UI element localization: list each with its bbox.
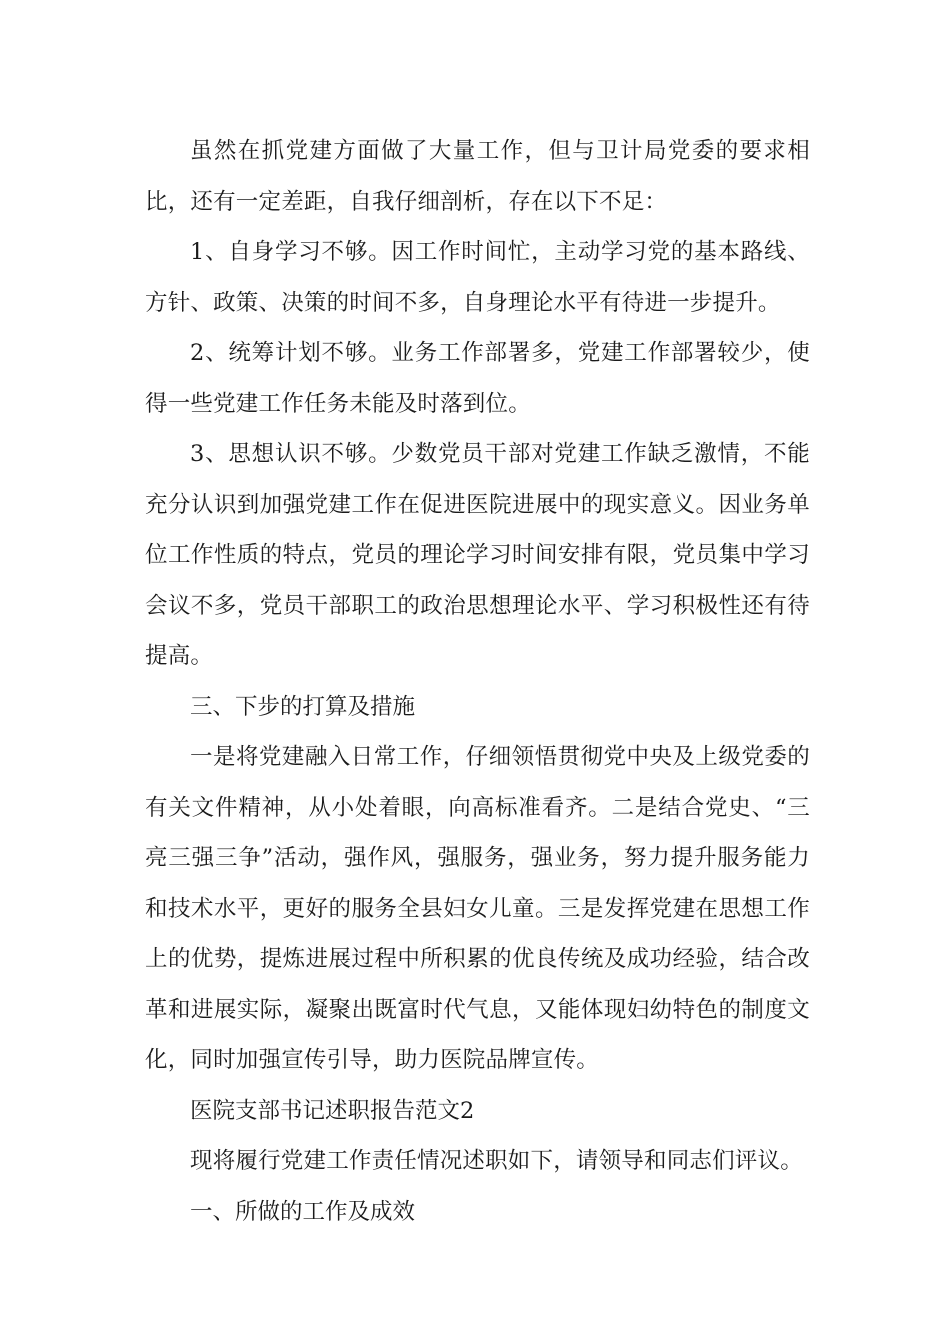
report-title-2: 医院支部书记述职报告范文2 xyxy=(190,1097,475,1124)
paragraph-shortcomings-intro: 虽然在抓党建方面做了大量工作，但与卫计局党委的要求相比，还有一定差距，自我仔细剖析，存在以下不足： xyxy=(145,138,810,215)
paragraph-shortcoming-3: 3、思想认识不够。少数党员干部对党建工作缺乏激情，不能充分认识到加强党建工作在促进医院进展中的现实意义。因业务单位工作性质的特点，党员的理论学习时间安排有限，党员集中学习会议不多，党员干部职工的政治思想理论水平、学习积极性还有待提高。 xyxy=(145,441,810,669)
paragraph-next-steps: 一是将党建融入日常工作，仔细领悟贯彻党中央及上级党委的有关文件精神，从小处着眼，向高标准看齐。二是结合党史、“三亮三强三争”活动，强作风，强服务，强业务，努力提升服务能力和技术水平，更好的服务全县妇女儿童。三是发挥党建在思想工作上的优势，提炼进展过程中所积累的优良传统及成功经验，结合改革和进展实际，凝聚出既富时代气息，又能体现妇幼特色的制度文化，同时加强宣传引导，助力医院品牌宣传。 xyxy=(145,744,810,1073)
document-body xyxy=(145,126,810,1237)
paragraph-report-intro: 现将履行党建工作责任情况述职如下，请领导和同志们评议。 xyxy=(190,1148,803,1174)
paragraph-shortcoming-1: 1、自身学习不够。因工作时间忙，主动学习党的基本路线、方针、政策、决策的时间不多，自身理论水平有待进一步提升。 xyxy=(145,239,810,316)
paragraph-shortcoming-2: 2、统筹计划不够。业务工作部署多，党建工作部署较少，使得一些党建工作任务未能及时落到位。 xyxy=(145,340,810,417)
section-heading-next-steps: 三、下步的打算及措施 xyxy=(190,693,416,720)
section-heading-work-done: 一、所做的工作及成效 xyxy=(190,1198,416,1225)
